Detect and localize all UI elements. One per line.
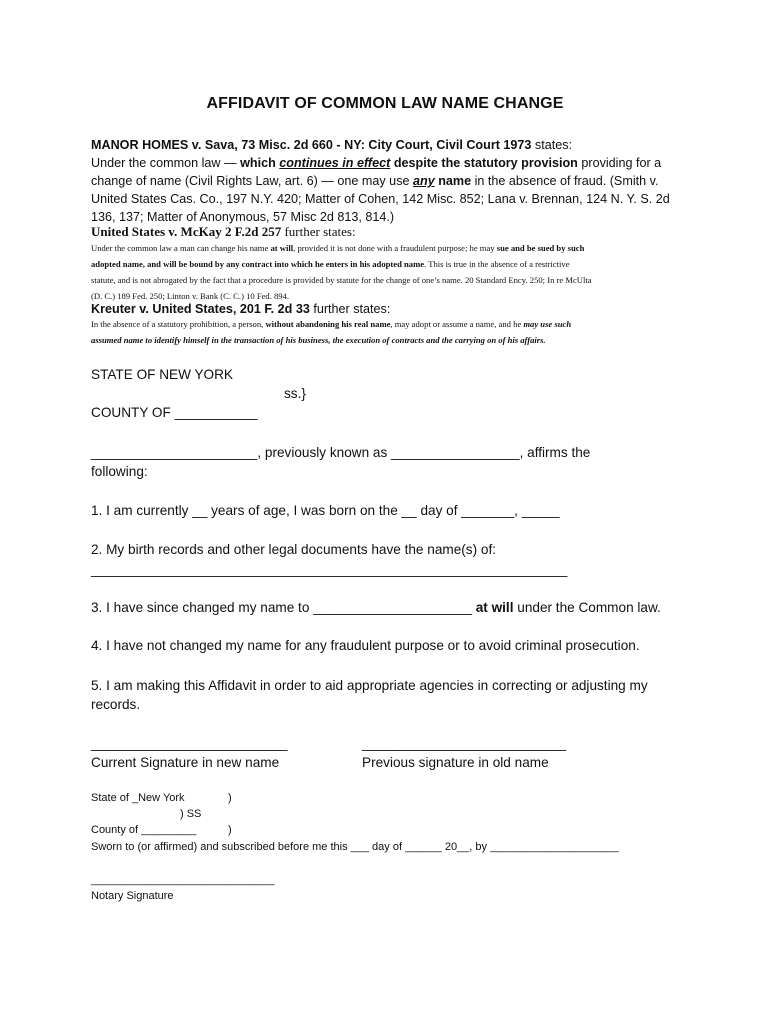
text-line: United States Cas. Co., 197 N.Y. 420; Matter of Cohen, 142 Misc. 852; Lana v. Brennan, 124 N. Y. S. 2d [91,192,670,206]
text-span: in the absence of fraud. (Smith v. [471,174,659,188]
signature-line-new: __________________________ [91,736,288,751]
text-span: under the Common law. [513,600,661,615]
affirm-line: ______________________, previously known as _________________, affirms the [91,445,591,460]
text-span: 3. I have since changed my name to _____________________ [91,600,476,615]
text-span: continues in effect [279,156,391,170]
text-line: statute, and is not abrogated by the fact that a procedure is provided by statute for the change of one’s name. 20 Standard Ency. 250; In re McUlta [91,275,592,285]
text-line: (D. C.) 189 Fed. 250; Linton v. Bank (C. C.) 10 Fed. 894. [91,291,290,301]
text-span: . This is true in the absence of a restrictive [424,259,570,269]
text-span: may use such [523,319,572,329]
text-line: 136, 137; Matter of Anonymous, 57 Misc 2d 813, 814.) [91,210,395,224]
item-4-not-fraudulent: 4. I have not changed my name for any fraudulent purpose or to avoid criminal prosecution. [91,638,640,653]
text-span: , may adopt or assume a name, and he [390,319,524,329]
item-2-birth-records: 2. My birth records and other legal documents have the name(s) of: [91,542,496,557]
venue-county: COUNTY OF ___________ [91,405,258,420]
case-citation: MANOR HOMES v. Sava, 73 Misc. 2d 660 - NY: City Court, Civil Court 1973 [91,138,532,152]
case-states: further states: [281,224,356,239]
notary-state: State of _New York [91,792,185,804]
item-2-blank-line: _______________________________________________________________ [91,562,568,577]
text-span: Under the common law — [91,156,241,170]
venue-ss: ss.} [284,386,306,401]
notary-paren-2: ) [228,824,232,836]
case-mckay-heading [91,224,356,240]
case-citation: United States v. McKay 2 F.2d 257 [91,224,282,239]
item-5-records: records. [91,697,141,712]
notary-county: County of _________ [91,824,197,836]
notary-paren-1: ) [228,792,232,804]
text-span: name [434,174,472,188]
case-states: states: [531,138,573,152]
text-span: at will [475,600,514,615]
text-span: adopted name, and will be bound by any contract into which he enters in his adopted name [91,259,425,269]
notary-ss: ) SS [180,808,202,820]
venue-state: STATE OF NEW YORK [91,367,233,382]
text-span: sue and be sued by such [496,243,585,253]
text-span: despite the statutory provision [390,156,578,170]
text-line: assumed name to identify himself in the transaction of his business, the execution of contracts and the carrying on of his affairs. [91,335,546,345]
text-span: Under the common law a man can change his name [91,243,271,253]
case-kreuter-heading [91,302,390,316]
text-span: change of name (Civil Rights Law, art. 6) — one may use [91,174,413,188]
affirm-following: following: [91,464,148,479]
notary-signature-line: ______________________________ [91,874,275,886]
case-citation: Kreuter v. United States, 201 F. 2d 33 [91,302,310,316]
document-title: AFFIDAVIT OF COMMON LAW NAME CHANGE [206,95,564,112]
text-span: providing for a [577,156,662,170]
text-span: at will [270,243,294,253]
item-5-purpose: 5. I am making this Affidavit in order to aid appropriate agencies in correcting or adjusting my [91,678,648,693]
text-span: , provided it is not done with a fraudulent purpose; he may [293,243,497,253]
case-manor-homes [91,136,691,226]
case-mckay-text [91,240,691,304]
notary-signature-label: Notary Signature [91,890,174,902]
text-span: In the absence of a statutory prohibition, a person, [91,319,266,329]
case-kreuter-text [91,316,691,348]
signature-label-new: Current Signature in new name [91,755,280,770]
notary-sworn: Sworn to (or affirmed) and subscribed before me this ___ day of ______ 20__, by _____________________ [91,841,619,853]
item-3-changed-name [91,600,661,615]
signature-line-old: ___________________________ [362,736,567,751]
signature-label-old: Previous signature in old name [362,755,549,770]
case-states: further states: [309,302,391,316]
text-span: any [413,174,435,188]
text-span: without abandoning his real name [265,319,391,329]
text-span: which [240,156,280,170]
item-1-age: 1. I am currently __ years of age, I was born on the __ day of _______, _____ [91,503,560,518]
